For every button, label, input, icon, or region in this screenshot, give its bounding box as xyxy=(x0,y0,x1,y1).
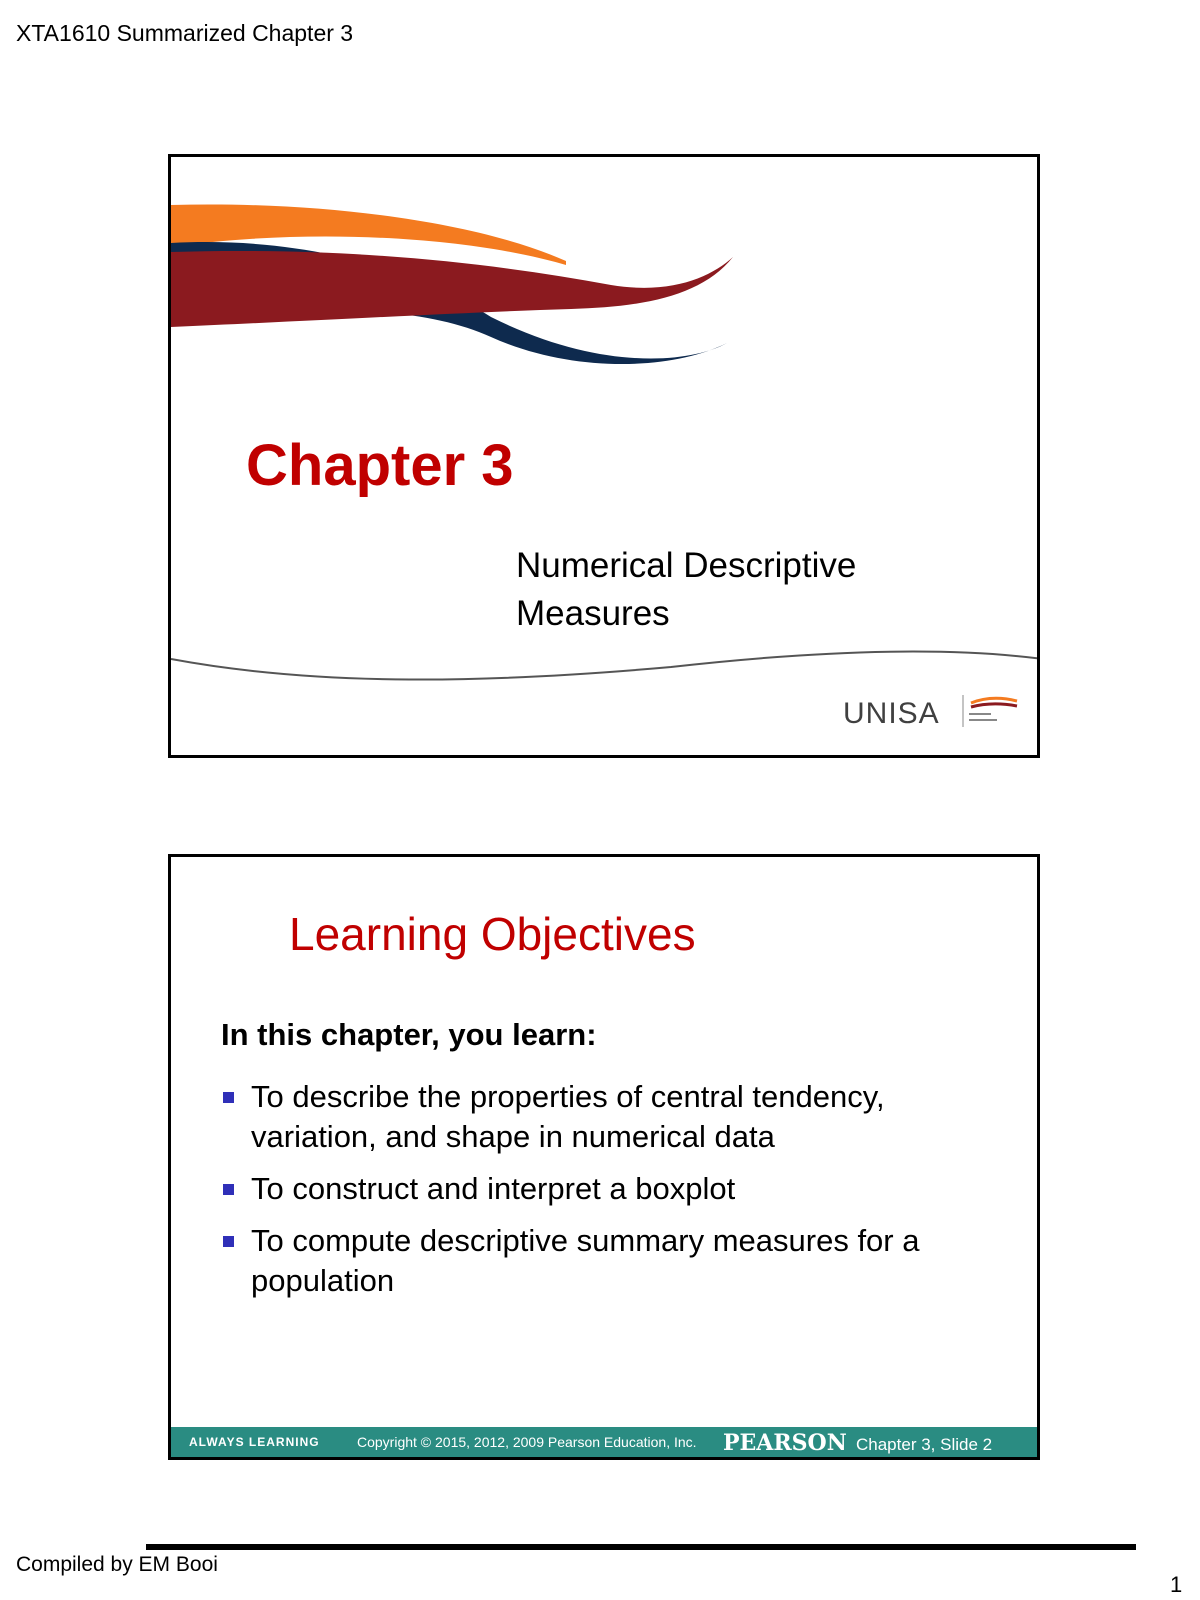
copyright-text: Copyright © 2015, 2012, 2009 Pearson Education, Inc. xyxy=(357,1434,697,1450)
title-slide xyxy=(168,154,1040,758)
compiled-by-text: Compiled by EM Booi xyxy=(16,1553,218,1576)
objectives-intro: In this chapter, you learn: xyxy=(221,1017,597,1052)
slide-title: Learning Objectives xyxy=(289,908,696,960)
pearson-logo-text: PEARSON xyxy=(723,1430,847,1456)
square-bullet-icon xyxy=(223,1092,234,1103)
always-learning-label: ALWAYS LEARNING xyxy=(189,1435,320,1449)
learning-objectives-slide xyxy=(168,854,1040,1460)
square-bullet-icon xyxy=(223,1236,234,1247)
unisa-logo-icon xyxy=(961,693,1021,729)
page-header: XTA1610 Summarized Chapter 3 xyxy=(16,20,354,46)
footer-divider xyxy=(146,1544,1136,1550)
list-item xyxy=(221,1169,1001,1209)
objective-text: To describe the properties of central tendency, variation, and shape in numerical data xyxy=(251,1079,885,1154)
square-bullet-icon xyxy=(223,1184,234,1195)
objective-text: To compute descriptive summary measures for a population xyxy=(251,1223,920,1298)
unisa-logo-text: UNISA xyxy=(843,697,940,730)
slide-number-label: Chapter 3, Slide 2 xyxy=(856,1435,993,1454)
list-item xyxy=(221,1077,1001,1157)
objective-text: To construct and interpret a boxplot xyxy=(251,1171,736,1206)
subtitle-line-2: Measures xyxy=(516,594,670,633)
ribbon-swoosh-graphic xyxy=(171,157,1040,387)
subtitle-line-1: Numerical Descriptive xyxy=(516,546,857,585)
slide-footer-bar xyxy=(171,1427,1037,1457)
list-item xyxy=(221,1221,1001,1301)
page-number: 1 xyxy=(1170,1572,1183,1597)
chapter-title: Chapter 3 xyxy=(246,433,514,498)
objectives-list xyxy=(221,1077,1001,1313)
chapter-subtitle xyxy=(516,542,856,638)
